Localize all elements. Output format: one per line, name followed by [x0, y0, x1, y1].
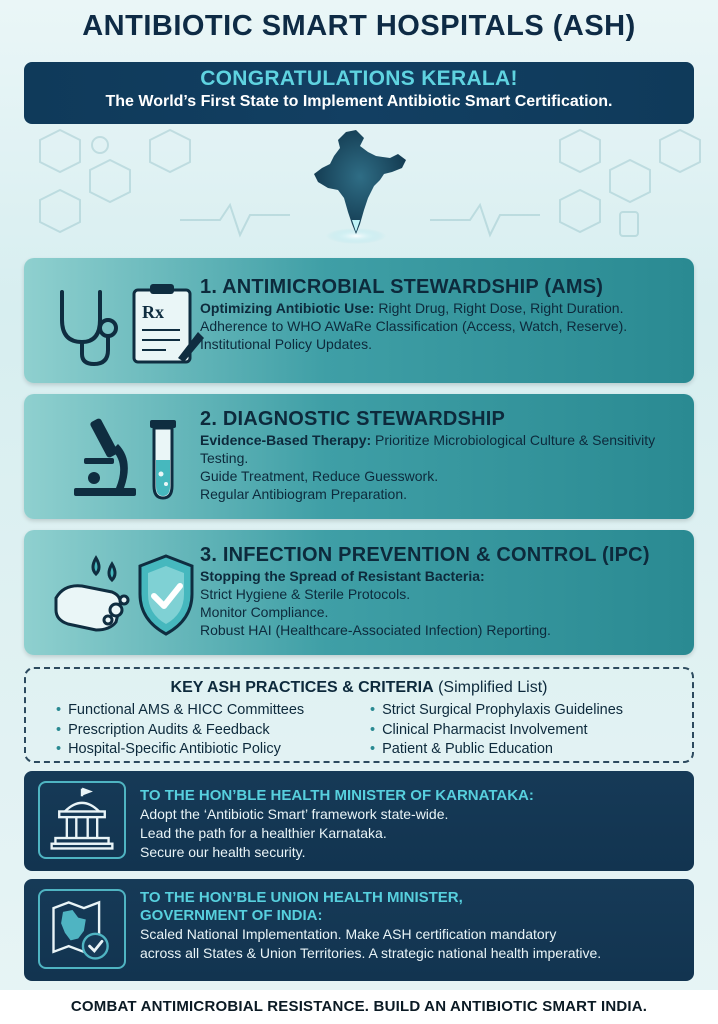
microscope-icon [74, 418, 136, 496]
diagnostic-line: Regular Antibiogram Preparation. [200, 486, 408, 502]
svg-text:Rx: Rx [142, 302, 164, 322]
union-appeal-text [140, 889, 682, 963]
karnataka-appeal-text [140, 787, 682, 862]
ams-section [24, 258, 694, 383]
appeal-line: Secure our health security. [140, 844, 306, 860]
list-item: • Strict Surgical Prophylaxis Guidelines [370, 701, 690, 721]
hand-washing-icon [56, 558, 128, 630]
ipc-section [24, 530, 694, 655]
ams-text [200, 276, 682, 353]
diagnostic-text [200, 408, 682, 503]
banner-subheading: The World’s First State to Implement Antibiotic Smart Certification. [105, 93, 613, 110]
shield-check-icon [140, 556, 192, 634]
ipc-title: 3. INFECTION PREVENTION & CONTROL (IPC) [200, 544, 650, 566]
list-item: • Functional AMS & HICC Committees [56, 701, 376, 721]
ams-line: Adherence to WHO AWaRe Classification (Access, Watch, Reserve). [200, 318, 628, 334]
india-map-icon [294, 128, 424, 248]
diagnostic-line: Guide Treatment, Reduce Guesswork. [200, 468, 439, 484]
appeal-line: across all States & Union Territories. A strategic national health imperative. [140, 945, 602, 961]
footer-slogan: COMBAT ANTIMICROBIAL RESISTANCE. BUILD AN ANTIBIOTIC SMART INDIA. [0, 990, 718, 1024]
page-title: ANTIBIOTIC SMART HOSPITALS (ASH) [82, 10, 636, 42]
list-item: • Hospital-Specific Antibiotic Policy [56, 740, 376, 760]
ipc-line: Robust HAI (Healthcare-Associated Infection) Reporting. [200, 622, 551, 638]
stethoscope-icon [62, 292, 116, 364]
criteria-list-left [56, 701, 376, 760]
ams-title: 1. ANTIMICROBIAL STEWARDSHIP (AMS) [200, 276, 604, 298]
karnataka-map-check-icon [38, 889, 126, 969]
ams-line-lead: Optimizing Antibiotic Use: Right Drug, Right Dose, Right Duration. [200, 300, 624, 316]
government-building-icon [38, 781, 126, 859]
ams-line: Institutional Policy Updates. [200, 336, 372, 352]
ipc-line: Strict Hygiene & Sterile Protocols. [200, 586, 411, 602]
list-item: • Prescription Audits & Feedback [56, 721, 376, 741]
diagnostic-line-lead: Evidence-Based Therapy: Prioritize Microbiological Culture & Sensitivity Testing. [200, 432, 656, 466]
ipc-line: Monitor Compliance. [200, 604, 329, 620]
prescription-clipboard-icon [134, 284, 204, 362]
diagnostic-section [24, 394, 694, 519]
karnataka-minister-appeal [24, 771, 694, 871]
diagnostic-title: 2. DIAGNOSTIC STEWARDSHIP [200, 408, 506, 430]
list-item: • Patient & Public Education [370, 740, 690, 760]
ipc-line-lead: Stopping the Spread of Resistant Bacteria: [200, 568, 485, 584]
union-minister-appeal [24, 879, 694, 981]
appeal-title: TO THE HON’BLE HEALTH MINISTER OF KARNATAKA: [140, 787, 534, 804]
appeal-title: GOVERNMENT OF INDIA: [140, 907, 323, 924]
criteria-list-right [370, 701, 690, 760]
appeal-line: Scaled National Implementation. Make ASH certification mandatory [140, 926, 557, 942]
congratulations-banner [24, 62, 694, 124]
ipc-text [200, 544, 682, 639]
key-practices-box [24, 667, 694, 763]
list-item: • Clinical Pharmacist Involvement [370, 721, 690, 741]
appeal-line: Lead the path for a healthier Karnataka. [140, 825, 387, 841]
appeal-line: Adopt the ‘Antibiotic Smart’ framework state-wide. [140, 806, 449, 822]
test-tube-icon [150, 420, 176, 498]
banner-heading: CONGRATULATIONS KERALA! [200, 67, 518, 90]
criteria-title: KEY ASH PRACTICES & CRITERIA (Simplified List) [170, 679, 548, 696]
appeal-title: TO THE HON’BLE UNION HEALTH MINISTER, [140, 889, 463, 906]
